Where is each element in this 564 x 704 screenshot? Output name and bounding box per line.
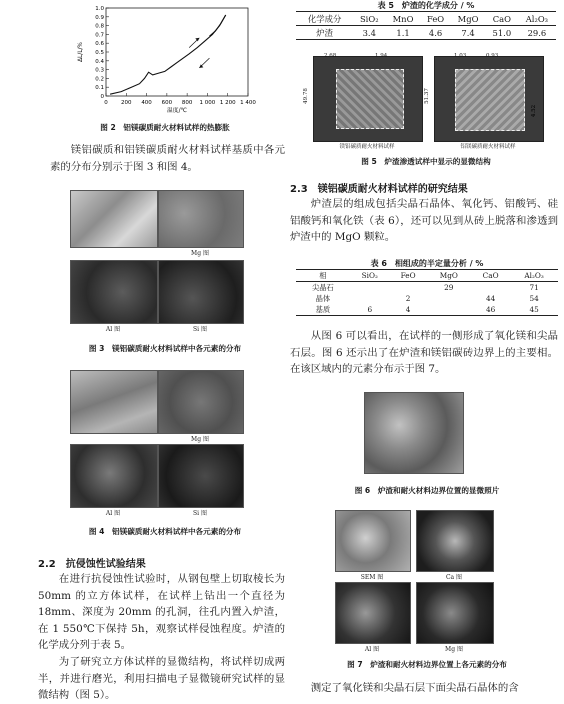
y-tick-label: 0.1 — [95, 85, 104, 92]
x-tick-label: 1 400 — [240, 100, 256, 106]
fig3-sublabel-al: Al 图 — [105, 326, 121, 333]
fig4-sublabel-mg: Mg 图 — [191, 436, 209, 443]
fig4-micrograph-si — [158, 444, 244, 508]
x-axis-label: 温度/℃ — [166, 108, 188, 114]
y-tick-label: 0.2 — [95, 76, 104, 83]
table6-cell: 44 — [485, 294, 496, 303]
series-line-2 — [210, 15, 226, 36]
y-tick-label: 0.8 — [95, 23, 104, 30]
fig5-sublabel-left: 镁铝碳质耐火材料试样 — [339, 144, 395, 150]
fig5-dim: 1.94 — [375, 53, 388, 59]
table5-header-cell: 化学成分 — [307, 13, 342, 24]
y-tick-label: 0 — [100, 94, 104, 100]
table6-cell: 29 — [444, 283, 454, 292]
table6-cell: 54 — [529, 294, 539, 303]
table-row — [296, 282, 558, 294]
plot-frame — [106, 8, 248, 96]
fig7-sublabel-ca: Ca 图 — [445, 574, 463, 581]
fig4-micrograph-al — [70, 444, 158, 508]
table6-cell: 71 — [529, 283, 539, 292]
fig5-sublabel-right: 铝镁碳质耐火材料试样 — [460, 144, 516, 150]
fig6-micrograph — [364, 392, 464, 474]
fig5-dim: 51.37 — [423, 88, 430, 104]
fig4-micrograph-main — [70, 370, 158, 434]
table6-header-cell: FeO — [400, 271, 416, 280]
table5-header-cell: FeO — [426, 13, 445, 24]
x-tick-label: 400 — [141, 100, 152, 106]
fig4-caption: 图 4 铝镁碳质耐火材料试样中各元素的分布 — [88, 527, 242, 536]
fig7-sublabel-sem: SEM 图 — [360, 574, 384, 581]
table6 — [296, 269, 558, 316]
fig7-micrograph-sem — [335, 510, 411, 572]
y-tick-label: 0.4 — [95, 58, 104, 65]
fig5-dim: 4.52 — [531, 104, 538, 118]
table6-header-cell: MgO — [439, 271, 458, 280]
fig5-dim: 1.03 — [454, 53, 467, 59]
table6-cell: 尖晶石 — [311, 282, 334, 292]
table5-title: 表 5 炉渣的化学成分 / % — [377, 1, 475, 10]
table6-header-cell: CaO — [482, 271, 499, 280]
left-paragraph-1: 镁铝碳质和铝镁碳质耐火材料试样基质中各元素的分布分别示于图 3 和图 4。 — [50, 144, 285, 173]
table6-cell: 2 — [405, 294, 411, 303]
table-row — [296, 293, 558, 304]
table6-cell — [350, 282, 390, 294]
table5-header-cell: MnO — [392, 13, 414, 24]
table-row — [296, 26, 556, 40]
fig5-dim: 0.93 — [486, 53, 499, 59]
x-tick-label: 0 — [104, 100, 108, 106]
fig3-micrograph-mg — [158, 190, 244, 248]
fig7-micrograph-mg — [416, 582, 494, 644]
fig5-caption: 图 5 炉渣渗透试样中显示的显微结构 — [361, 157, 491, 166]
fig5-micrograph-left — [313, 56, 423, 142]
fig5-crucible-right — [455, 69, 525, 131]
y-axis-label: ΔL/L/% — [78, 42, 84, 62]
table6-header-cell: SiO₂ — [361, 271, 378, 280]
fig5-micrograph-right — [434, 56, 544, 142]
fig2-caption: 图 2 铝镁碳质耐火材料试样的热膨胀 — [100, 123, 230, 132]
table5-header-cell: CaO — [492, 13, 511, 24]
fig3-sublabel-si: Si 图 — [193, 326, 207, 333]
fig3-micrograph-si — [158, 260, 244, 324]
fig7-sublabel-al: Al 图 — [364, 646, 380, 653]
table6-cell: 基质 — [315, 304, 331, 314]
right-paragraph-3: 测定了氧化镁和尖晶石层下面尖晶石晶体的含 — [310, 682, 519, 694]
table6-cell — [390, 282, 427, 294]
table6-header-cell: Al₂O₃ — [524, 271, 544, 280]
fig4-sublabel-si: Si 图 — [193, 510, 207, 517]
table6-header-cell: 相 — [319, 270, 327, 280]
table5-cell: 1.1 — [396, 27, 410, 38]
table5-cell: 3.4 — [362, 27, 376, 38]
x-tick-label: 600 — [161, 100, 173, 106]
fig3-sublabel-mg: Mg 图 — [191, 250, 209, 257]
fig3-micrograph-al — [70, 260, 158, 324]
x-tick-label: 800 — [181, 100, 193, 106]
table6-cell — [427, 304, 472, 316]
x-tick-label: 200 — [121, 100, 132, 106]
right-paragraph-2: 从图 6 可以看出，在试样的一侧形成了氧化镁和尖晶石层。图 6 还示出了在炉渣和镁铝碳砖边界上的主要相。在该区域内的元素分布示于图 7。 — [290, 330, 558, 376]
table-row — [296, 304, 558, 316]
x-tick-label: 1 000 — [199, 100, 216, 106]
table5-header-row — [296, 12, 556, 26]
table6-cell: 46 — [485, 305, 496, 314]
table6-cell: 45 — [529, 305, 539, 314]
fig7-sublabel-mg: Mg 图 — [445, 646, 463, 653]
table5-header-cell: SiO₂ — [359, 13, 379, 24]
table5-header-cell: MgO — [457, 13, 479, 24]
table6-cell: 4 — [405, 305, 411, 314]
right-paragraph-1: 炉渣层的组成包括尖晶石晶体、氧化钙、铝酸钙、硅铝酸钙和氧化铁（表 6），还可以见到从砖上脱落和渗透到炉渣中的 MgO 颗粒。 — [290, 198, 558, 244]
table6-cell: 晶体 — [315, 293, 331, 303]
fig3-micrograph-main — [70, 190, 158, 248]
table5-cell: 29.6 — [527, 27, 547, 38]
fig7-micrograph-al — [335, 582, 411, 644]
left-paragraph-3: 为了研究立方体试样的显微结构，将试样切成两半，并进行磨光，利用扫描电子显微镜研究试样的显微结构（图 5）。 — [38, 656, 285, 702]
table5-cell: 4.6 — [428, 27, 443, 38]
fig5-dim: 49.78 — [302, 88, 309, 104]
series-line-1 — [110, 15, 226, 94]
fig5-crucible-left — [336, 69, 404, 129]
y-tick-label: 0.5 — [95, 50, 104, 56]
left-paragraph-2: 在进行抗侵蚀性试验时，从钢包壁上切取棱长为 50mm 的立方体试样，在试样上钻出一个直径为 18mm、深度为 20mm 的孔洞，往孔内置入炉渣，在 1 550℃下保持 5h，观察试样侵蚀程度。炉渣的化学成分列于表 5。 — [38, 573, 285, 652]
table5-cell: 7.4 — [461, 27, 475, 38]
table6-cell — [471, 282, 510, 294]
fig4-micrograph-mg — [158, 370, 244, 434]
y-tick-label: 1.0 — [95, 6, 104, 12]
table6-cell — [427, 293, 472, 304]
fig7-caption: 图 7 炉渣和耐火材料边界位置上各元素的分布 — [347, 660, 507, 669]
table6-cell — [350, 293, 390, 304]
y-tick-label: 0.9 — [95, 14, 104, 21]
fig5-dim: 2.68 — [324, 53, 337, 59]
y-tick-label: 0.7 — [95, 32, 104, 39]
y-tick-label: 0.6 — [95, 41, 104, 48]
table6-cell: 6 — [367, 305, 373, 314]
fig4-sublabel-al: Al 图 — [105, 510, 121, 517]
fig7-micrograph-ca — [416, 510, 494, 572]
section-2-3-heading: 2.3 镁铝碳质耐火材料试样的研究结果 — [290, 184, 468, 195]
section-2-2-heading: 2.2 抗侵蚀性试验结果 — [38, 559, 146, 570]
y-tick-label: 0.3 — [95, 67, 104, 74]
table5 — [296, 11, 556, 40]
x-tick-label: 1 200 — [219, 100, 236, 106]
thermal-expansion-chart — [68, 0, 268, 118]
table5-cell: 51.0 — [492, 27, 512, 38]
table5-header-cell: Al₂O₃ — [525, 13, 549, 24]
table5-cell: 炉渣 — [316, 27, 334, 38]
table6-header-row — [296, 270, 558, 282]
table6-title: 表 6 相组成的半定量分析 / % — [370, 259, 484, 268]
fig3-caption: 图 3 镁铝碳质耐火材料试样中各元素的分布 — [88, 344, 242, 353]
fig6-caption: 图 6 炉渣和耐火材料边界位置的显微照片 — [354, 486, 500, 495]
